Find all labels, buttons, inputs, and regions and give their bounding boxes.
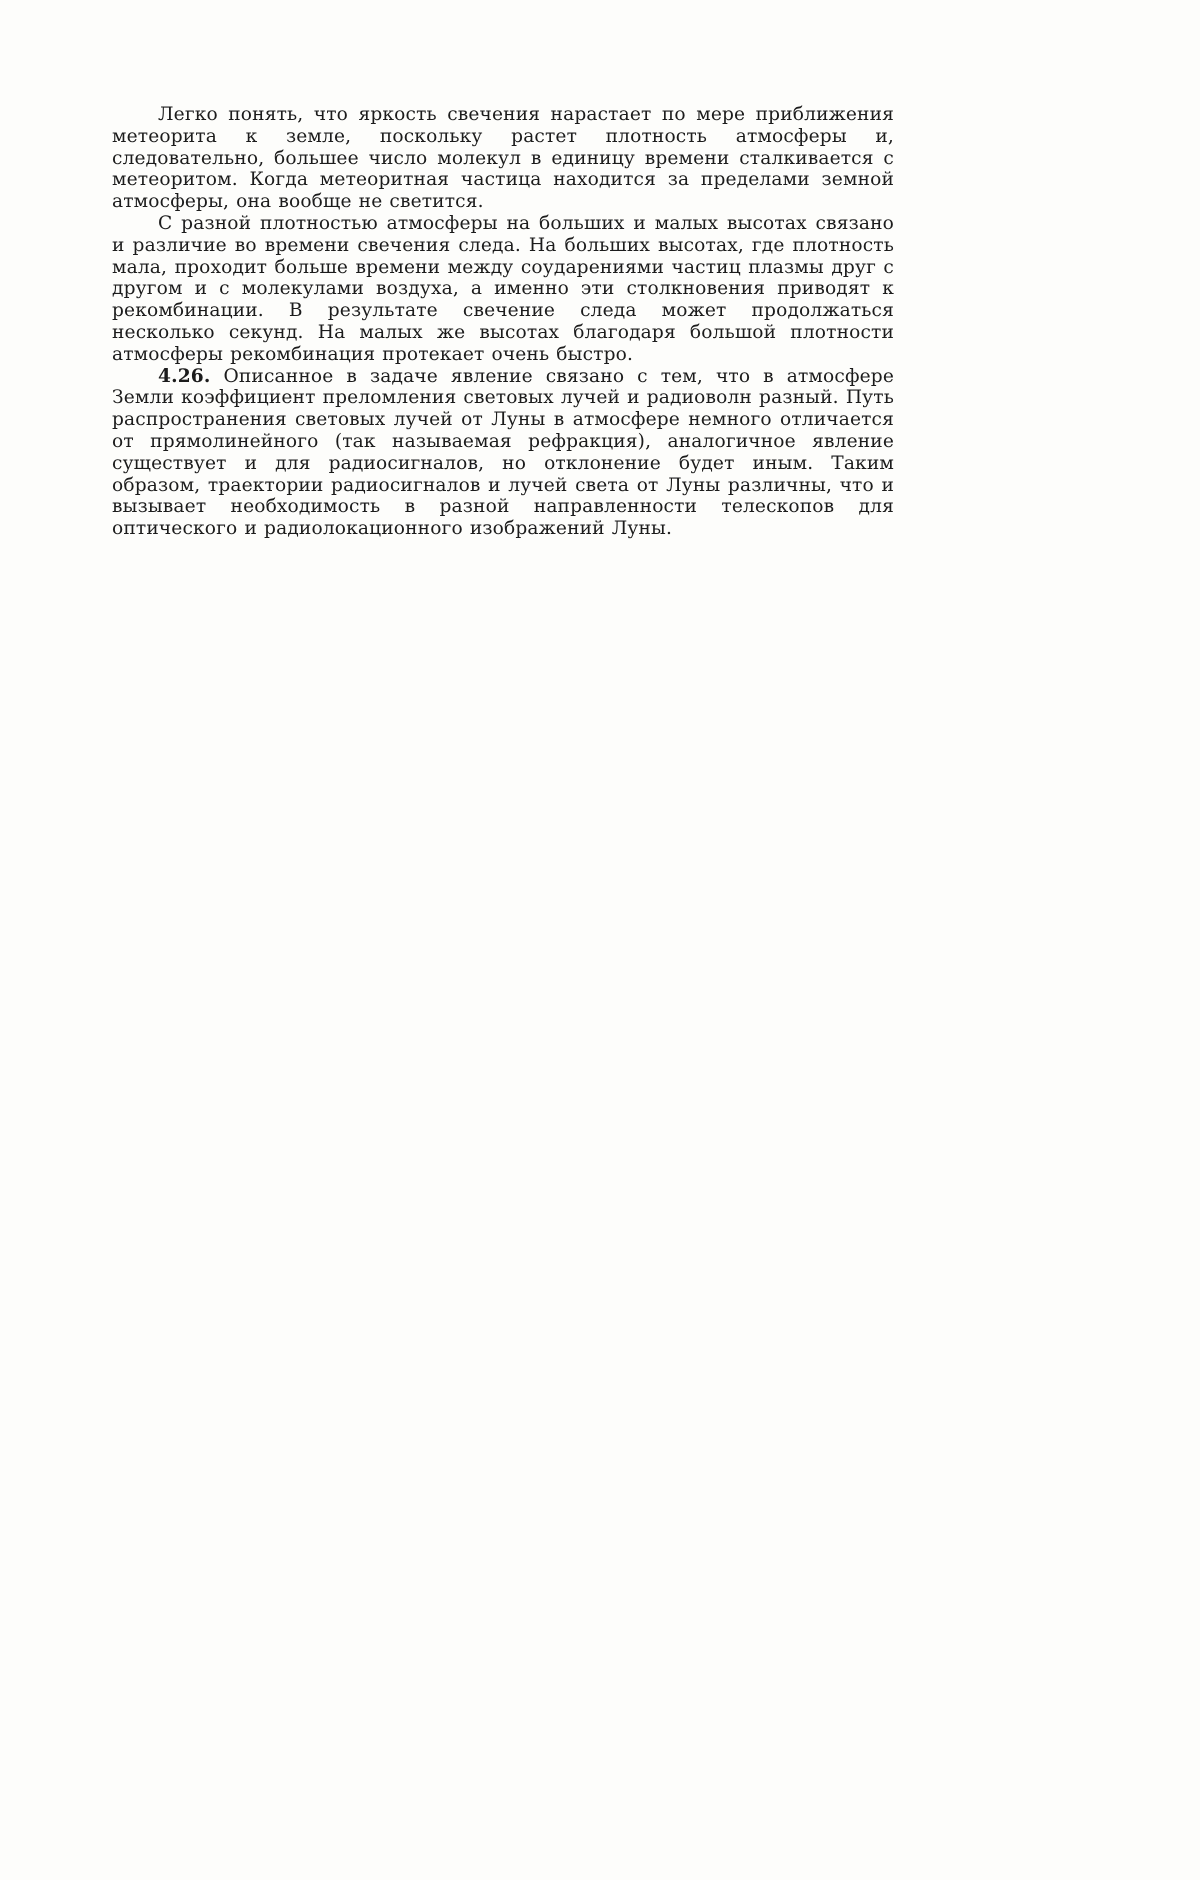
paragraph-meteor-brightness: Легко понять, что яркость свечения нарастает по мере приближения метеорита к земле, поскольку растет плотность атмосферы и, следовательно, большее число молекул в единицу времени сталкивается с метеоритом. Когда метеоритная частица находится за пределами земной атмосферы, она вообще не светится. bbox=[112, 104, 894, 213]
body-text-block bbox=[112, 104, 894, 540]
problem-answer-text: Описанное в задаче явление связано с тем, что в атмосфере Земли коэффициент преломления световых лучей и радиоволн разный. Путь распространения световых лучей от Луны в атмосфере немного отличается от прямолинейного (так называемая рефракция), аналогичное явление существует и для радиосигналов, но отклонение будет иным. Таким образом, траектории радиосигналов и лучей света от Луны различны, что и вызывает необходимость в разной направленности телескопов для оптического и радиолокационного изображений Луны. bbox=[112, 365, 895, 540]
paragraph-trail-glow-duration: С разной плотностью атмосферы на больших и малых высотах связано и различие во времени свечения следа. На больших высотах, где плотность мала, проходит больше времени между соударениями частиц плазмы друг с другом и с молекулами воздуха, а именно эти столкновения приводят к рекомбинации. В результате свечение следа может продолжаться несколько секунд. На малых же высотах благодаря большой плотности атмосферы рекомбинация протекает очень быстро. bbox=[112, 212, 894, 365]
paragraph-problem-4-26 bbox=[112, 366, 894, 540]
problem-number: 4.26. bbox=[158, 365, 211, 387]
